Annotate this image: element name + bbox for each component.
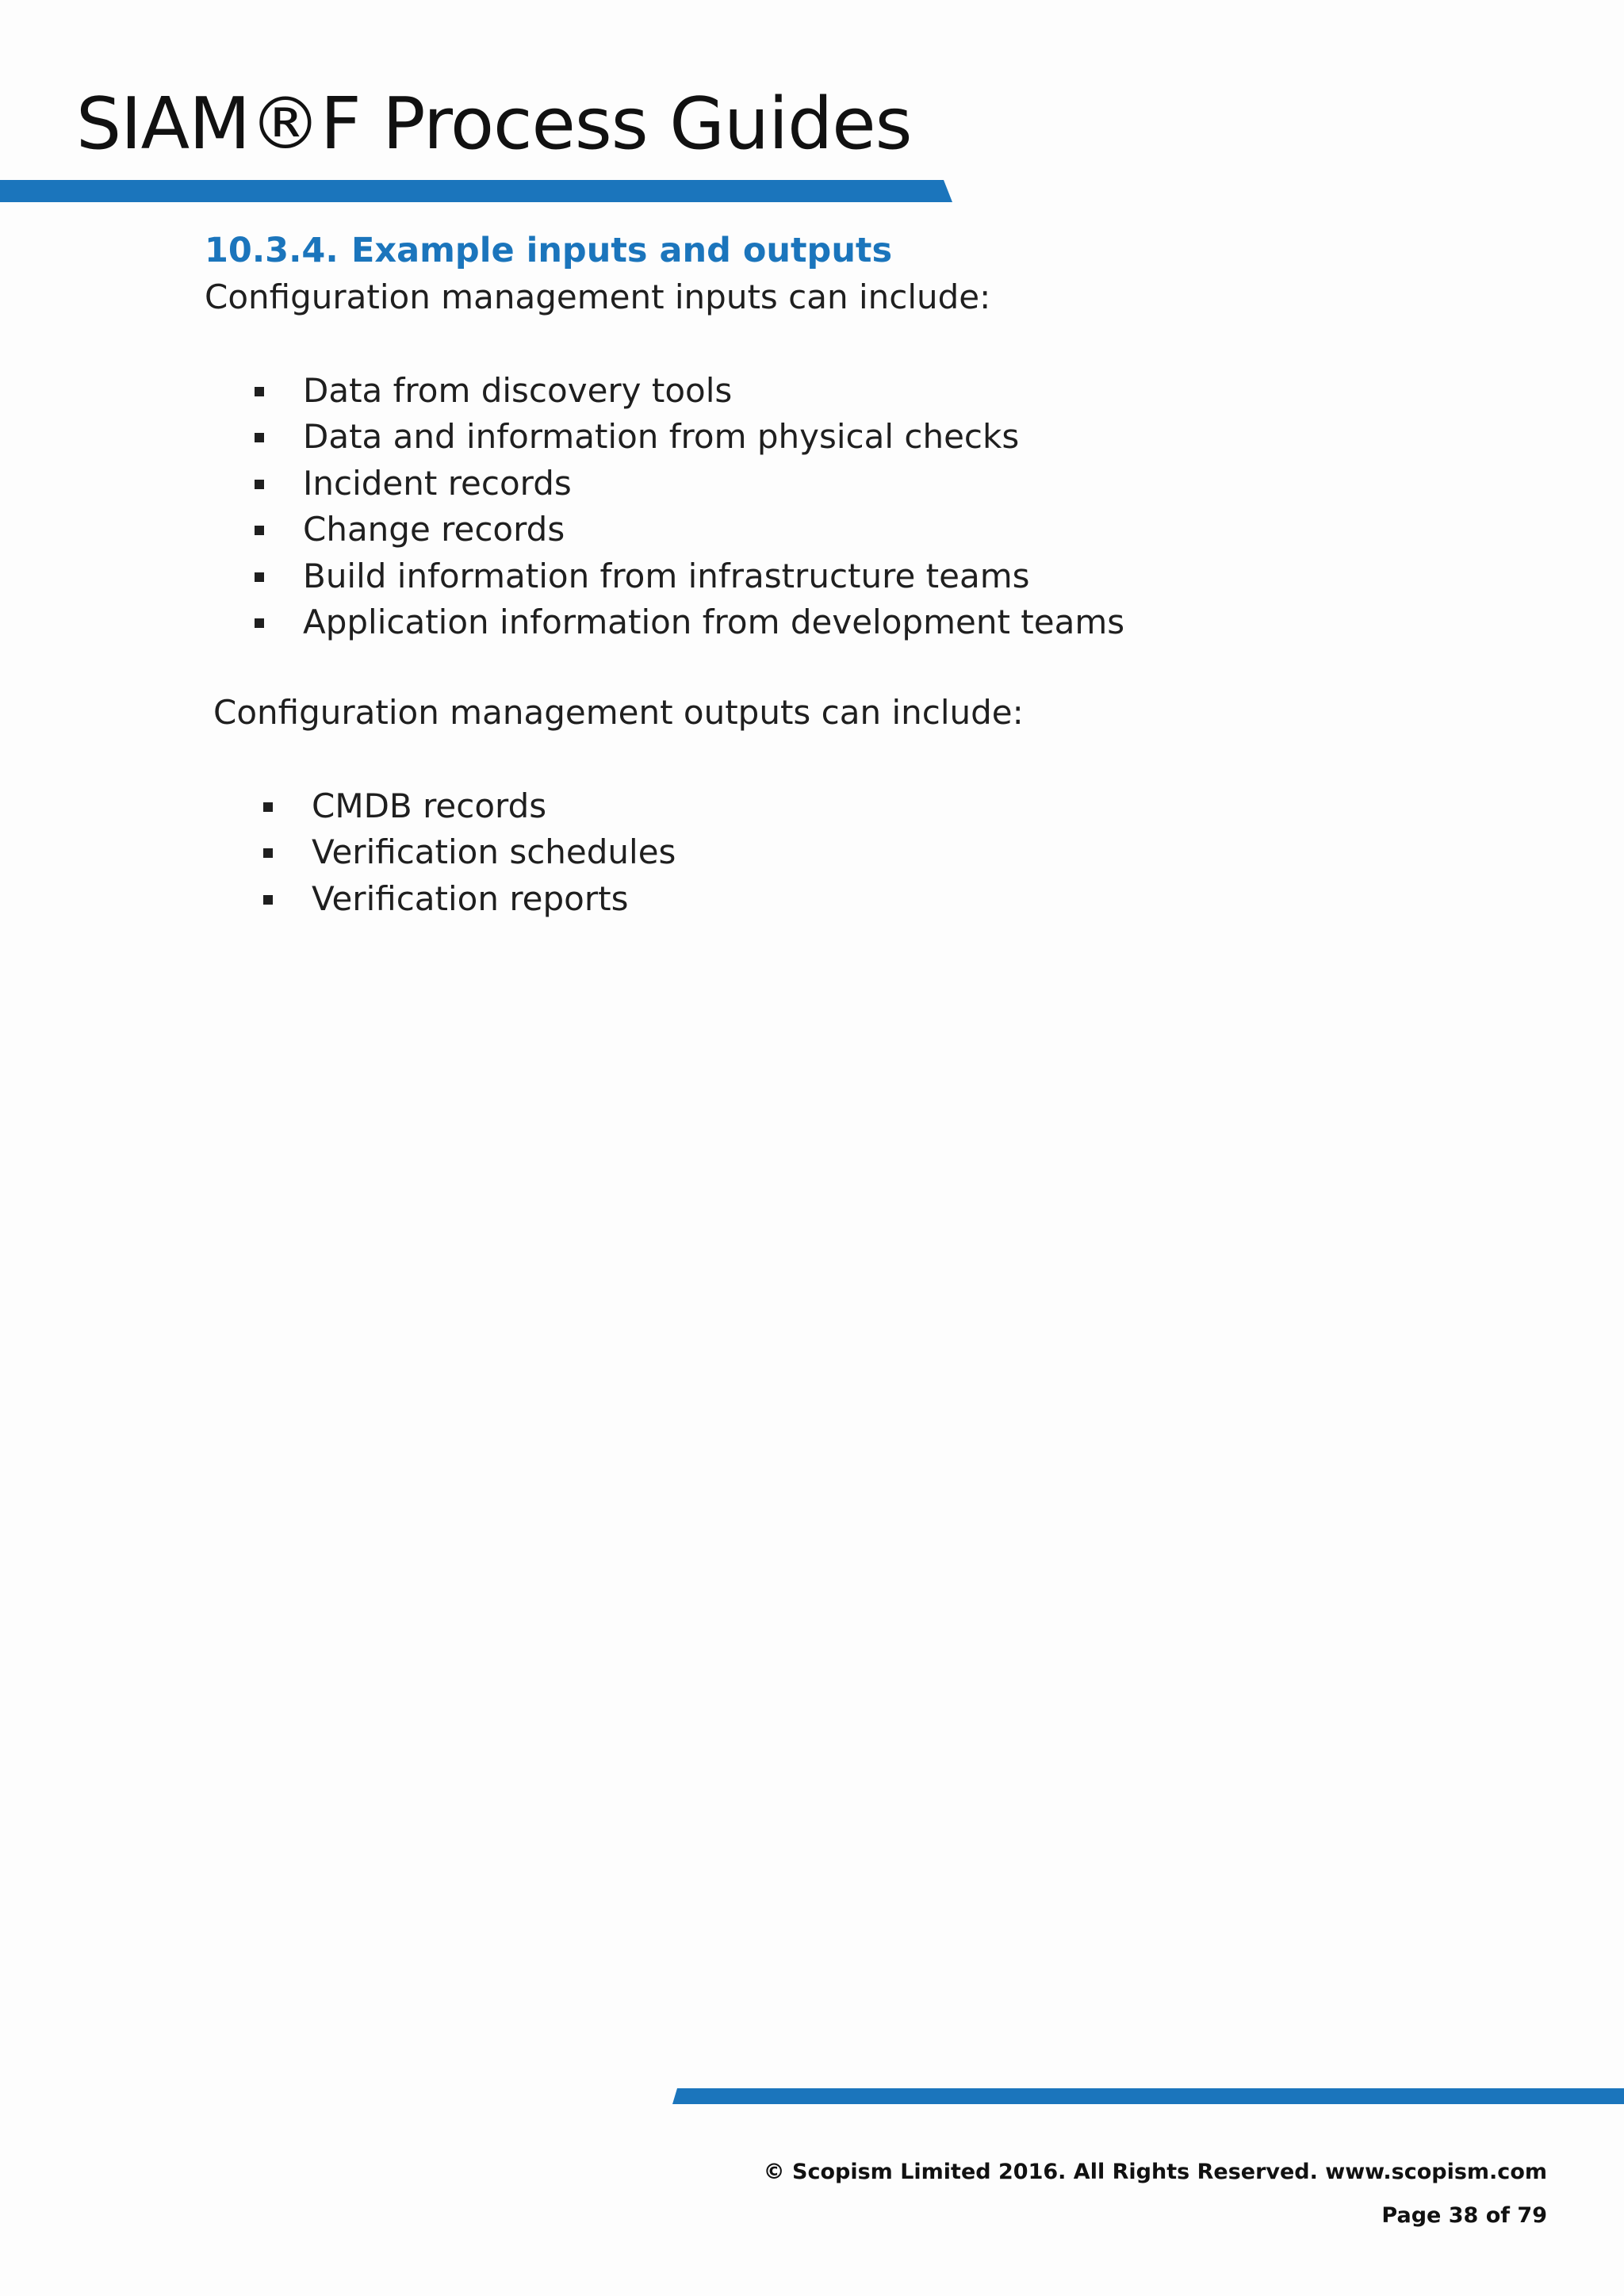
list-item — [205, 461, 1124, 507]
list-item-text: Data and information from physical checks — [303, 417, 1020, 457]
header-bar — [0, 180, 952, 202]
inputs-list — [205, 368, 1124, 645]
bullet-square-icon — [255, 572, 264, 582]
outputs-list — [213, 783, 676, 922]
bullet-square-icon — [255, 387, 264, 396]
section-title: Example inputs and outputs — [351, 231, 893, 270]
outputs-intro: Configuration management outputs can include: — [213, 693, 1024, 732]
list-item-text: Verification reports — [312, 878, 629, 918]
list-item — [213, 783, 676, 829]
list-item-text: Build information from infrastructure teams — [303, 556, 1030, 595]
inputs-intro: Configuration management inputs can include: — [205, 277, 991, 316]
list-item — [205, 414, 1124, 460]
copyright-notice: © Scopism Limited 2016. All Rights Reserved. www.scopism.com — [763, 2160, 1547, 2184]
list-item-text: CMDB records — [312, 786, 547, 825]
bullet-square-icon — [255, 433, 264, 442]
list-item — [213, 876, 676, 922]
list-item — [213, 829, 676, 875]
footer-bar — [672, 2088, 1624, 2104]
list-item-text: Application information from development teams — [303, 602, 1125, 641]
page-title: SIAM®F Process Guides — [76, 82, 912, 166]
bullet-square-icon — [263, 895, 273, 905]
page-number: Page 38 of 79 — [1381, 2203, 1547, 2228]
list-item — [205, 368, 1124, 414]
bullet-square-icon — [263, 802, 273, 812]
list-item — [205, 507, 1124, 553]
bullet-square-icon — [255, 480, 264, 489]
section-heading — [205, 231, 892, 270]
bullet-square-icon — [255, 526, 264, 535]
bullet-square-icon — [255, 618, 264, 628]
list-item-text: Change records — [303, 510, 565, 549]
list-item-text: Incident records — [303, 463, 572, 503]
list-item — [205, 553, 1124, 599]
section-number: 10.3.4. — [205, 231, 339, 270]
bullet-square-icon — [263, 848, 273, 858]
list-item-text: Data from discovery tools — [303, 371, 733, 410]
list-item — [205, 599, 1124, 645]
list-item-text: Verification schedules — [312, 832, 676, 872]
